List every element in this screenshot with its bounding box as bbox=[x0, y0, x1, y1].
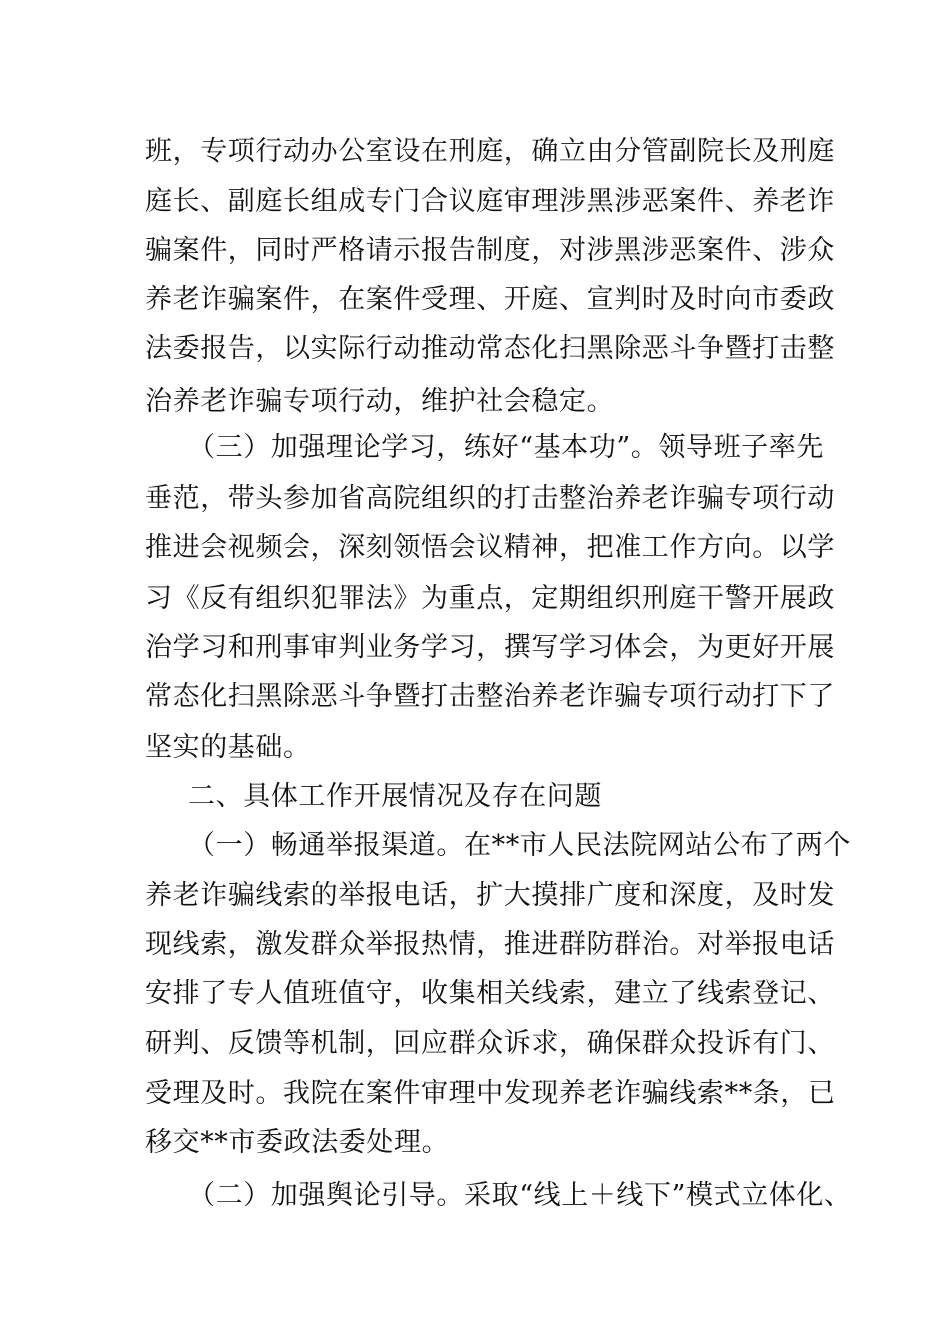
section-heading-2: （二）加强舆论引导。采取“线上＋线下”模式立体化、 bbox=[188, 1180, 852, 1211]
section-heading-3: （三）加强理论学习，练好“基本功”。领导班子率先 bbox=[188, 432, 825, 463]
text-line: 安排了专人值班值守，收集相关线索，建立了线索登记、 bbox=[145, 978, 835, 1009]
text-line: 庭长、副庭长组成专门合议庭审理涉黑涉恶案件、养老诈 bbox=[145, 186, 835, 217]
text-line: 班，专项行动办公室设在刑庭，确立由分管副院长及刑庭 bbox=[145, 136, 835, 167]
text-line: 坚实的基础。 bbox=[145, 732, 311, 763]
text-line: 移交**市委政法委处理。 bbox=[145, 1127, 450, 1158]
chapter-heading-2: 二、具体工作开展情况及存在问题 bbox=[188, 781, 602, 812]
text-line: 受理及时。我院在案件审理中发现养老诈骗线索**条，已 bbox=[145, 1078, 836, 1109]
text-line: 推进会视频会，深刻领悟会议精神，把准工作方向。以学 bbox=[145, 532, 835, 563]
text-line: 法委报告，以实际行动推动常态化扫黑除恶斗争暨打击整 bbox=[145, 333, 835, 364]
text-line: 骗案件，同时严格请示报告制度，对涉黑涉恶案件、涉众 bbox=[145, 235, 835, 266]
text-line: 治学习和刑事审判业务学习，撰写学习体会，为更好开展 bbox=[145, 632, 835, 663]
text-line: 现线索，激发群众举报热情，推进群防群治。对举报电话 bbox=[145, 929, 835, 960]
text-line: 常态化扫黑除恶斗争暨打击整治养老诈骗专项行动打下了 bbox=[145, 681, 835, 712]
text-line: 养老诈骗案件，在案件受理、开庭、宣判时及时向市委政 bbox=[145, 284, 835, 315]
text-line: 治养老诈骗专项行动，维护社会稳定。 bbox=[145, 386, 615, 417]
text-line: 养老诈骗线索的举报电话，扩大摸排广度和深度，及时发 bbox=[145, 880, 835, 911]
text-line: 研判、反馈等机制，回应群众诉求，确保群众投诉有门、 bbox=[145, 1028, 835, 1059]
section-heading-1: （一）畅通举报渠道。在**市人民法院网站公布了两个 bbox=[188, 830, 851, 861]
text-line: 习《反有组织犯罪法》为重点，定期组织刑庭干警开展政 bbox=[145, 583, 835, 614]
text-line: 垂范，带头参加省高院组织的打击整治养老诈骗专项行动 bbox=[145, 483, 835, 514]
